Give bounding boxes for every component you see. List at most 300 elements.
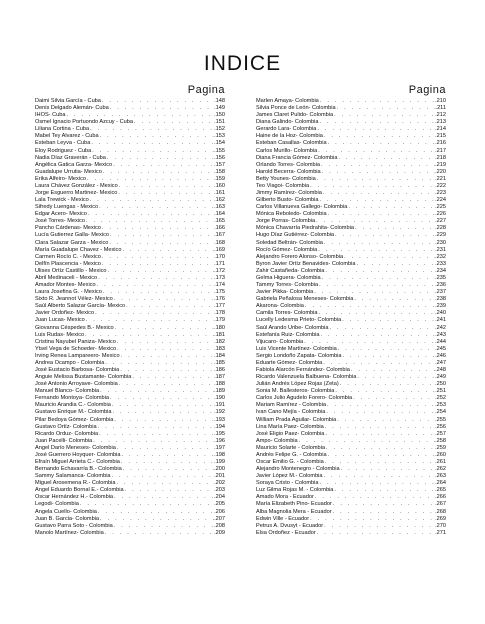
entry-name: Vijucaro- Colombia — [256, 338, 304, 345]
entry-page-number: .213 — [435, 119, 446, 126]
entry-name: Juan B. Garcia- Colombia — [35, 515, 100, 522]
entry-page-number: .233 — [435, 260, 446, 267]
index-entry — [35, 438, 225, 445]
entry-name: Alejandro Forero Alonso- Colombia — [256, 253, 344, 260]
dot-leader — [319, 119, 436, 126]
dot-leader — [319, 332, 435, 339]
entry-page-number: .192 — [214, 409, 225, 416]
entry-page-number: .189 — [214, 388, 225, 395]
index-entry — [256, 388, 446, 395]
entry-page-number: .162 — [214, 197, 225, 204]
entry-page-number: .217 — [435, 147, 446, 154]
dot-leader — [321, 169, 435, 176]
index-entry — [35, 360, 225, 367]
entry-page-number: .171 — [214, 260, 225, 267]
dot-leader — [354, 225, 435, 232]
index-entry — [256, 353, 446, 360]
index-entry — [256, 466, 446, 473]
entry-page-number: .158 — [214, 168, 225, 175]
page-column-header: Pagina — [187, 84, 225, 96]
entry-name: Gelma Higuera- Colombia — [256, 274, 321, 281]
entry-page-number: .153 — [214, 133, 225, 140]
entry-page-number: .258 — [435, 437, 446, 444]
entry-name: Luis Rudas- Mexico — [35, 331, 85, 338]
dot-leader — [116, 480, 215, 487]
dot-leader — [334, 232, 435, 239]
entry-page-number: .256 — [435, 423, 446, 430]
entry-page-number: .195 — [214, 430, 225, 437]
entry-page-number: .187 — [214, 374, 225, 381]
entry-page-number: .164 — [214, 211, 225, 218]
dot-leader — [298, 438, 435, 445]
dot-leader — [323, 240, 435, 247]
index-entry — [35, 424, 225, 431]
entry-page-number: .222 — [435, 182, 446, 189]
entry-name: Hugo Díaz Gutiérrez- Colombia — [256, 232, 335, 239]
index-entry — [35, 509, 225, 516]
entry-page-number: .260 — [435, 451, 446, 458]
entry-name: Byron Javier Ortíz Benavides- Colombia — [256, 260, 356, 267]
entry-page-number: .207 — [214, 515, 225, 522]
entry-page-number: .243 — [435, 331, 446, 338]
dot-leader — [325, 445, 435, 452]
entry-name: Daimi Silvia García - Cuba — [35, 98, 101, 104]
entry-name: William Prada Aguilar- Colombia — [256, 416, 337, 423]
page-title: INDICE — [203, 52, 282, 75]
entry-name: Ampo- Colombia — [256, 437, 298, 444]
dot-leader — [121, 452, 215, 459]
entry-name: Alba Magnolia Mera - Ecuador — [256, 508, 332, 515]
index-entry — [256, 240, 446, 247]
entry-page-number: .169 — [214, 246, 225, 253]
dot-leader — [322, 360, 435, 367]
index-entry — [35, 417, 225, 424]
entry-page-number: .161 — [214, 190, 225, 197]
index-entry — [35, 148, 225, 155]
entry-page-number: .226 — [435, 211, 446, 218]
entry-name: Jorge Porras- Colombia — [256, 218, 316, 225]
index-entry — [256, 346, 446, 353]
dot-leader — [304, 303, 435, 310]
index-entry — [256, 261, 446, 268]
entry-page-number: .245 — [435, 345, 446, 352]
entry-name: Petrus A. Dvusyt - Ecuador — [256, 522, 324, 529]
entry-name: Sifredy Luengas - Mexico — [35, 204, 99, 211]
index-entry — [35, 501, 225, 508]
index-entry — [256, 162, 446, 169]
dot-leader — [337, 346, 435, 353]
dot-leader — [131, 374, 214, 381]
dot-leader — [101, 254, 214, 261]
index-entry — [35, 112, 225, 119]
entry-page-number: .178 — [214, 310, 225, 317]
entry-name: Akarona- Colombia — [256, 303, 304, 310]
dot-leader — [133, 119, 214, 126]
index-entry — [256, 140, 446, 147]
dot-leader — [309, 183, 435, 190]
dot-leader — [113, 296, 214, 303]
entry-page-number: .252 — [435, 395, 446, 402]
entry-page-number: .227 — [435, 218, 446, 225]
entry-page-number: .196 — [214, 437, 225, 444]
dot-leader — [97, 275, 214, 282]
entry-name: Silvia Ponce de León- Colombia — [256, 105, 336, 112]
index-entry — [256, 126, 446, 133]
entry-page-number: .157 — [214, 161, 225, 168]
index-column-right — [256, 84, 446, 537]
entry-name: Andrés Felipe G. - Colombia — [256, 451, 327, 458]
index-entry — [35, 353, 225, 360]
index-entry — [35, 261, 225, 268]
index-entry — [256, 190, 446, 197]
entry-page-number: .186 — [214, 366, 225, 373]
dot-leader — [122, 466, 214, 473]
dot-leader — [65, 112, 214, 119]
index-entry — [256, 133, 446, 140]
dot-leader — [89, 126, 214, 133]
dot-leader — [107, 268, 215, 275]
entry-page-number: .250 — [435, 381, 446, 388]
entry-page-number: .240 — [435, 310, 446, 317]
index-entry — [256, 381, 446, 388]
index-entry — [256, 204, 446, 211]
index-entry — [35, 232, 225, 239]
entry-page-number: .198 — [214, 451, 225, 458]
entry-name: Irving Renea Lampareero- Mexico — [35, 352, 120, 359]
dot-leader — [322, 190, 435, 197]
dot-leader — [113, 523, 214, 530]
entry-name: Alejandro Montenegro - Colombia — [256, 466, 340, 473]
entry-name: Soledad Beltrán- Colombia — [256, 239, 323, 246]
entry-name: Saúl Arando Uribe- Colombia — [256, 324, 329, 331]
entry-name: Ricardo Orduz- Colombia — [35, 430, 99, 437]
dot-leader — [313, 289, 435, 296]
entry-name: Mónica Reboledo- Colombia — [256, 211, 327, 218]
entry-name: Cristina Nayubel Paniza- Mexico — [35, 338, 116, 345]
dot-leader — [116, 339, 214, 346]
dot-leader — [116, 445, 214, 452]
entry-page-number: .212 — [435, 112, 446, 119]
index-entry — [35, 133, 225, 140]
dot-leader — [106, 155, 214, 162]
dot-leader — [309, 516, 435, 523]
entry-name: Carlos Julio Agudelo Forero- Colombia — [256, 395, 353, 402]
index-entry — [256, 119, 446, 126]
index-entry — [35, 466, 225, 473]
index-entry — [35, 303, 225, 310]
index-entry — [35, 395, 225, 402]
index-entry — [35, 289, 225, 296]
entry-name: Camila Torres- Colombia — [256, 310, 318, 317]
entry-name: Lala Trewick - Mexico — [35, 197, 89, 204]
entry-page-number: .220 — [435, 168, 446, 175]
dot-leader — [85, 317, 214, 324]
index-entry — [35, 126, 225, 133]
entry-name: Guadalupe Urrutia- Mexico — [35, 168, 102, 175]
entry-page-number: .242 — [435, 324, 446, 331]
entry-page-number: .271 — [435, 529, 446, 536]
entry-name: Betty Younes- Colombia — [256, 175, 316, 182]
entry-name: Anguie Melissa Bustamante- Colombia — [35, 374, 132, 381]
entry-name: Mónica Chavarría Piedrahita- Colombia — [256, 225, 354, 232]
dot-leader — [99, 388, 214, 395]
dot-leader — [125, 303, 214, 310]
index-entry — [256, 494, 446, 501]
entry-name: Saúl Alberto Salazar García- Mexico — [35, 303, 126, 310]
entry-page-number: .166 — [214, 225, 225, 232]
entry-page-number: .176 — [214, 296, 225, 303]
index-entry — [256, 247, 446, 254]
entry-page-number: .239 — [435, 303, 446, 310]
entry-page-number: .209 — [214, 529, 225, 536]
entry-name: Amador Montes- Mexico — [35, 282, 96, 289]
entry-name: José Eligio Paez- Colombia — [256, 430, 325, 437]
dot-leader — [99, 133, 214, 140]
entry-page-number: .204 — [214, 494, 225, 501]
entry-page-number: .231 — [435, 246, 446, 253]
entry-name: Edgar Acero- Mexico — [35, 211, 87, 218]
entry-name: José Guerrero Hoyquer- Colombia — [35, 451, 121, 458]
dot-leader — [336, 105, 436, 112]
entry-page-number: .269 — [435, 515, 446, 522]
index-list-left — [35, 98, 225, 537]
entry-page-number: .262 — [435, 466, 446, 473]
entry-name: Miguel Arosemena R.- Colombia — [35, 480, 116, 487]
dot-leader — [97, 509, 214, 516]
entry-name: Lucía Gutierrez Galla- Mexico — [35, 232, 109, 239]
index-entry — [35, 119, 225, 126]
dot-leader — [333, 112, 435, 119]
dot-leader — [323, 133, 435, 140]
index-entry — [35, 516, 225, 523]
entry-page-number: .238 — [435, 296, 446, 303]
entry-name: Teo Viagoi- Colombia — [256, 182, 310, 189]
index-entry — [35, 282, 225, 289]
entry-page-number: .168 — [214, 239, 225, 246]
index-entry — [256, 105, 446, 112]
index-column-left — [35, 84, 225, 537]
index-entry — [35, 523, 225, 530]
dot-leader — [99, 516, 214, 523]
entry-name: Andrea Ocampo - Colombia — [35, 359, 105, 366]
entry-page-number: .182 — [214, 338, 225, 345]
index-entry — [35, 487, 225, 494]
dot-leader — [104, 360, 214, 367]
entry-name: Carlos Villanueva Gallego- Colombia — [256, 204, 348, 211]
dot-leader — [332, 509, 436, 516]
entry-name: Lucelly Ledesma Prieto- Colombia — [256, 317, 342, 324]
entry-name: Angel Eduardo Bornal E.- Colombia — [35, 487, 124, 494]
dot-leader — [323, 523, 435, 530]
dot-leader — [324, 431, 435, 438]
entry-page-number: .150 — [214, 112, 225, 119]
dot-leader — [89, 197, 214, 204]
entry-name: Lina María Paez- Colombia — [256, 423, 324, 430]
entry-name: James Claret Pulido- Colombia — [256, 112, 334, 119]
entry-page-number: .237 — [435, 289, 446, 296]
entry-name: Mabel Tey Alvarez - Cuba — [35, 133, 99, 140]
entry-page-number: .263 — [435, 473, 446, 480]
entry-name: Legodi- Colombia — [35, 501, 79, 508]
dot-leader — [87, 211, 214, 218]
entry-name: Juan Lucas- Mexico — [35, 317, 85, 324]
dot-leader — [102, 289, 214, 296]
entry-name: Sammy Salamanca- Colombia — [35, 473, 111, 480]
entry-page-number: .185 — [214, 359, 225, 366]
entry-name: Diana Galindo- Colombia — [256, 119, 319, 126]
dot-leader — [109, 395, 214, 402]
index-entry — [256, 254, 446, 261]
dot-leader — [92, 438, 214, 445]
index-entry — [256, 509, 446, 516]
index-entry — [256, 395, 446, 402]
entry-page-number: .248 — [435, 366, 446, 373]
entry-name: Abril Medinaceli - Mexico — [35, 274, 98, 281]
entry-name: Mauricio Arandia C.- Colombia — [35, 402, 111, 409]
entry-name: Oscar Emilio G. - Colombia — [256, 458, 324, 465]
index-entry — [256, 367, 446, 374]
dot-leader — [116, 346, 214, 353]
index-entry — [256, 459, 446, 466]
index-entry — [35, 346, 225, 353]
index-entry — [256, 452, 446, 459]
index-entry — [35, 254, 225, 261]
index-entry — [256, 473, 446, 480]
entry-page-number: .270 — [435, 522, 446, 529]
entry-name: Jorge Esguerro Martinez- Mexico — [35, 190, 118, 197]
dot-leader — [113, 494, 214, 501]
entry-page-number: .253 — [435, 402, 446, 409]
entry-name: Liliana Cortina - Cuba — [35, 126, 90, 133]
entry-page-number: .268 — [435, 508, 446, 515]
entry-name: Estefanía Ruiz- Colombia — [256, 331, 320, 338]
entry-name: Pilar Bedoya Gómez- Colombia — [35, 416, 114, 423]
index-entry — [256, 296, 446, 303]
index-entry — [256, 148, 446, 155]
entry-page-number: .201 — [214, 473, 225, 480]
entry-page-number: .215 — [435, 133, 446, 140]
entry-page-number: .155 — [214, 147, 225, 154]
entry-name: María Guadalupe Chavez - Mexico — [35, 246, 122, 253]
entry-name: Gabriela Peñalosa Meneses- Colombia — [256, 296, 354, 303]
entry-page-number: .177 — [214, 303, 225, 310]
entry-name: Giovanna Céspedes B.- Mexico — [35, 324, 114, 331]
entry-page-number: .264 — [435, 480, 446, 487]
dot-leader — [101, 261, 214, 268]
entry-name: José Torres- Mexico — [35, 218, 85, 225]
dot-leader — [327, 140, 436, 147]
entry-page-number: .223 — [435, 190, 446, 197]
entry-page-number: .184 — [214, 352, 225, 359]
dot-leader — [317, 310, 435, 317]
dot-leader — [317, 247, 435, 254]
entry-name: Javier Pikka- Colombia — [256, 289, 314, 296]
entry-name: Eduarte Gómez- Colombia — [256, 359, 323, 366]
index-entry — [35, 268, 225, 275]
entry-page-number: .244 — [435, 338, 446, 345]
entry-page-number: .206 — [214, 508, 225, 515]
dot-leader — [320, 162, 435, 169]
index-entry — [256, 339, 446, 346]
index-entry — [256, 112, 446, 119]
index-entry — [35, 105, 225, 112]
entry-name: Ytsel Vega de Schoeder- Mexico — [35, 345, 117, 352]
entry-page-number: .152 — [214, 126, 225, 133]
entry-page-number: .241 — [435, 317, 446, 324]
entry-page-number: .180 — [214, 324, 225, 331]
dot-leader — [79, 501, 214, 508]
entry-page-number: .251 — [435, 388, 446, 395]
entry-page-number: .216 — [435, 140, 446, 147]
dot-leader — [327, 211, 436, 218]
entry-page-number: .173 — [214, 274, 225, 281]
index-entry — [256, 480, 446, 487]
dot-leader — [91, 148, 214, 155]
index-entry — [256, 197, 446, 204]
entry-name: Esteban Casallas- Colombia — [256, 140, 327, 147]
index-entry — [35, 140, 225, 147]
dot-leader — [118, 183, 214, 190]
entry-page-number: .154 — [214, 140, 225, 147]
entry-page-number: .214 — [435, 126, 446, 133]
dot-leader — [317, 148, 435, 155]
entry-page-number: .159 — [214, 175, 225, 182]
index-entry — [35, 162, 225, 169]
entry-page-number: .218 — [435, 154, 446, 161]
dot-leader — [109, 232, 214, 239]
entry-name: Javier López M.- Colombia — [256, 473, 323, 480]
index-entry — [35, 275, 225, 282]
entry-name: Ulises Ortíz Castillo - Mexico — [35, 267, 107, 274]
index-entry — [35, 225, 225, 232]
index-entry — [256, 98, 446, 105]
index-entry — [256, 218, 446, 225]
entry-name: Zahir Castañeda- Colombia — [256, 267, 325, 274]
dot-leader — [341, 317, 435, 324]
entry-name: Gilberto Busto- Colombia — [256, 197, 319, 204]
entry-page-number: .221 — [435, 175, 446, 182]
dot-leader — [323, 473, 436, 480]
entry-page-number: .259 — [435, 444, 446, 451]
dot-leader — [337, 155, 435, 162]
dot-leader — [334, 388, 435, 395]
entry-page-number: .257 — [435, 430, 446, 437]
dot-leader — [319, 480, 436, 487]
dot-leader — [321, 275, 435, 282]
dot-leader — [121, 247, 214, 254]
index-entry — [35, 240, 225, 247]
entry-name: Gustavo Enrique M.- Colombia — [35, 409, 112, 416]
dot-leader — [303, 339, 435, 346]
index-entry — [35, 494, 225, 501]
entry-page-number: .167 — [214, 232, 225, 239]
dot-leader — [84, 332, 214, 339]
entry-name: Marlen Amaya- Colombia — [256, 98, 319, 104]
entry-name: Bernando Echavarría B.- Colombia — [35, 466, 122, 473]
entry-page-number: .172 — [214, 267, 225, 274]
entry-name: Diana Francia Gómez- Colombia — [256, 154, 338, 161]
entry-name: Harold Becerra- Colombia — [256, 168, 321, 175]
dot-leader — [101, 98, 214, 105]
dot-leader — [86, 176, 214, 183]
entry-name: Laura Chávez González - Mexico — [35, 182, 118, 189]
entry-name: Pancho Cárdenas- Mexico — [35, 225, 101, 232]
dot-leader — [314, 494, 435, 501]
entry-name: Carmen Rocío C. - Mexico — [35, 253, 101, 260]
dot-leader — [96, 282, 214, 289]
entry-page-number: .203 — [214, 487, 225, 494]
dot-leader — [124, 487, 214, 494]
